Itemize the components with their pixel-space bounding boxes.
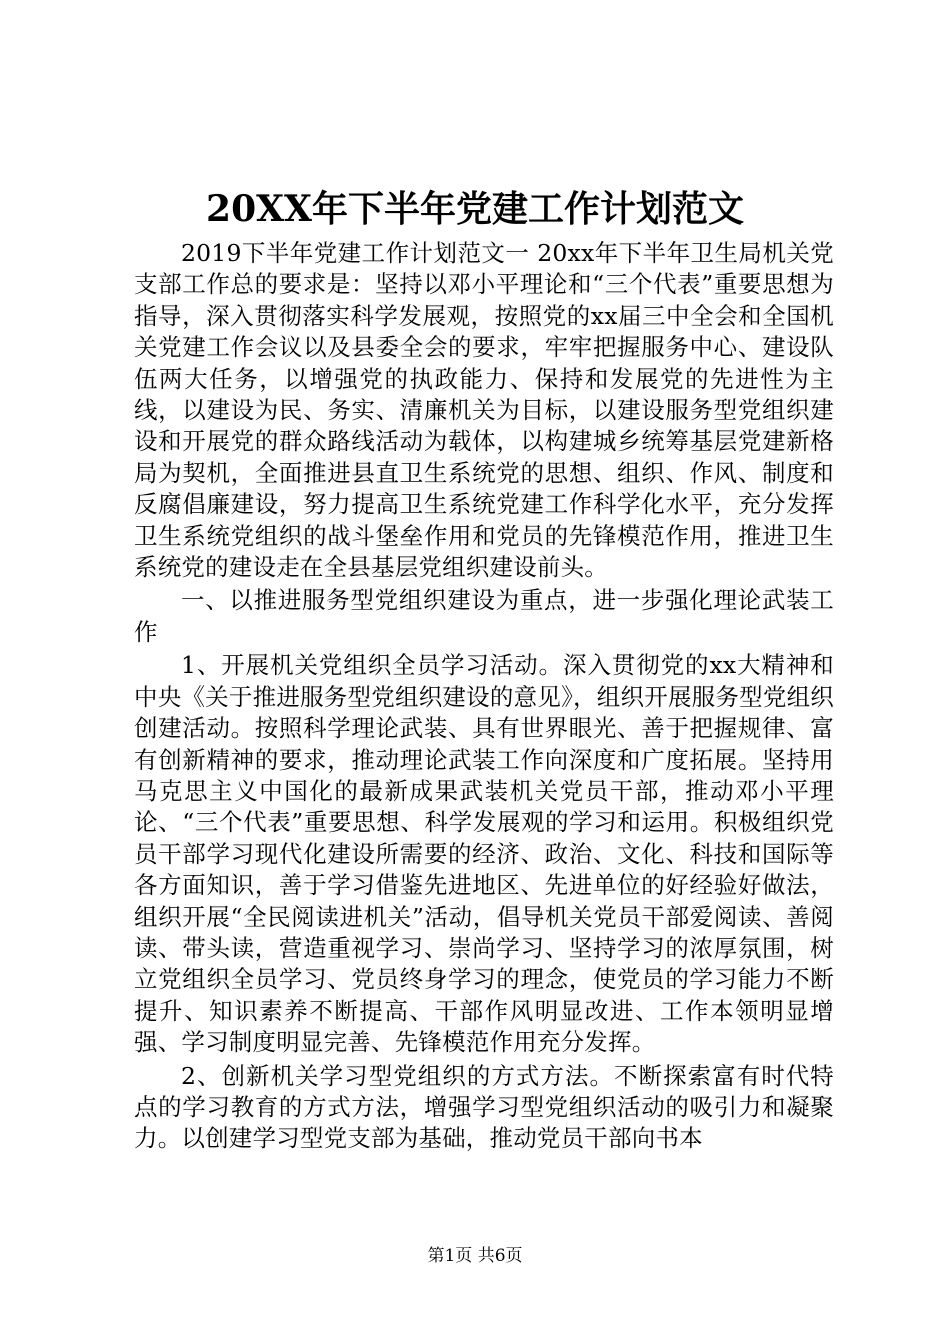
- paragraph-item-1: 1、开展机关党组织全员学习活动。深入贯彻党的xx大精神和中央《关于推进服务型党组织建设的意见》，组织开展服务型党组织创建活动。按照科学理论武装、具有世界眼光、善于把握规律、富有创新精神的要求，推动理论武装工作向深度和广度拓展。坚持用马克思主义中国化的最新成果武装机关党员干部，推动邓小平理论、“三个代表”重要思想、科学发展观的学习和运用。积极组织党员干部学习现代化建设所需要的经济、政治、文化、科技和国际等各方面知识，善于学习借鉴先进地区、先进单位的好经验好做法，组织开展“全民阅读进机关”活动，倡导机关党员干部爱阅读、善阅读、带头读，营造重视学习、崇尚学习、坚持学习的浓厚氛围，树立党组织全员学习、党员终身学习的理念，使党员的学习能力不断提升、知识素养不断提高、干部作风明显改进、工作本领明显增强、学习制度明显完善、先锋模范作用充分发挥。: [134, 651, 834, 1057]
- document-body: [134, 238, 834, 1155]
- paragraph-item-2: 2、创新机关学习型党组织的方式方法。不断探索富有时代特点的学习教育的方式方法，增强学习型党组织活动的吸引力和凝聚力。以创建学习型党支部为基础，推动党员干部向书本: [134, 1061, 834, 1153]
- page-footer: 第1页 共6页: [427, 1246, 523, 1266]
- document-title: 20XX年下半年党建工作计划范文: [206, 188, 744, 230]
- paragraph-intro: 2019下半年党建工作计划范文一 20xx年下半年卫生局机关党支部工作总的要求是：坚持以邓小平理论和“三个代表”重要思想为指导，深入贯彻落实科学发展观，按照党的xx届三中全会和全国机关党建工作会议以及县委全会的要求，牢牢把握服务中心、建设队伍两大任务，以增强党的执政能力、保持和发展党的先进性为主线，以建设为民、务实、清廉机关为目标，以建设服务型党组织建设和开展党的群众路线活动为载体，以构建城乡统筹基层党建新格局为契机，全面推进县直卫生系统党的思想、组织、作风、制度和反腐倡廉建设，努力提高卫生系统党建工作科学化水平，充分发挥卫生系统党组织的战斗堡垒作用和党员的先锋模范作用，推进卫生系统党的建设走在全县基层党组织建设前头。: [134, 239, 834, 582]
- section-heading-1: 一、以推进服务型党组织建设为重点，进一步强化理论武装工作: [134, 586, 834, 646]
